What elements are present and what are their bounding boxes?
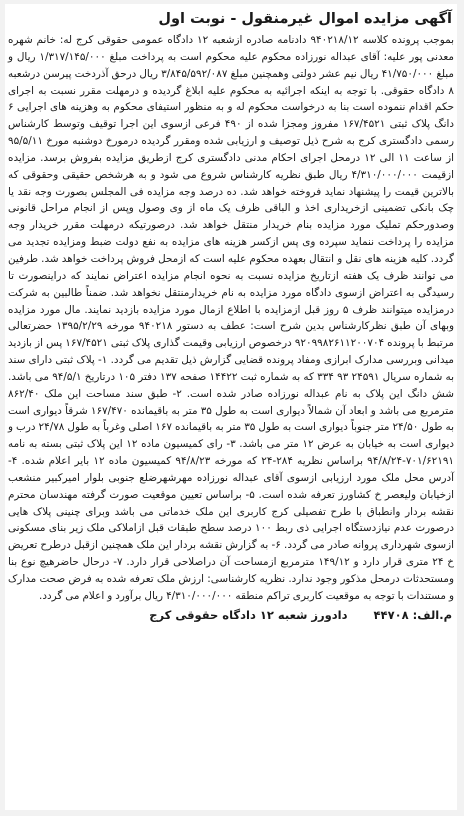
notice-body: بموجب پرونده کلاسه ۹۴۰۲۱۸/۱۲ دادنامه صادره ازشعبه ۱۲ دادگاه عمومی حقوقی کرج له: خانم شهره معدنی پور علیه: آقای عبداله نورزاده محکوم علیه محکوم است به پرداخت مبلغ ۱/۳۱۷/۱۴۵/۰۰۰ ریال و مبلغ ۴۱/۷۵۰/۰۰۰ ریال نیم عشر دولتی وهمچنین مبلغ ۳/۸۴۵/۵۹۲/۰۸۷ ریال درحق آذردخت پیرسن درشعبه ۸ دادگاه حقوقی. با توجه به اینکه اجرائیه به محکوم علیه ابلاغ گردیده و درمهلت مقرر نسبت به اجرای حکم اقدام ننموده است بنا به درخواست محکوم له و به منظور استیفای محکوم به وهزینه های اجرایی ۶ دانگ پلاک ثبتی ۱۶۷/۴۵۲۱ مفروز ومجزا شده از ۴۹۰ فرعی ازسوی این اجرا توقیف وتوسط کارشناس رسمی دادگستری کرج به شرح ذیل توصیف و ارزیابی شده ومقرر گردیده درمورخ دوشنبه مورخ ۹۵/۵/۱۱ از ساعت ۱۱ الی ۱۲ درمحل اجرای احکام مدنی دادگستری کرج ازطریق مزایده بفروش برسد. مزایده ازقیمت ۴/۳۱۰/۰۰۰/۰۰۰ ریال طبق نظریه کارشناس شروع می شود و به هرشخص حقیقی وحقوقی که بالاترین قیمت را پیشنهاد نماید فروخته خواهد شد. ده درصد وجه مزایده فی المجلس بصورت وجه نقد یا چک بانکی تضمینی ازخریداری اخذ و الباقی ظرف یک ماه از وی وصول وپس از انجام مراحل قانونی وصدورحکم تملیک مورد مزایده بنام خریدار منتقل خواهد شد. درصورتیکه درمهلت مقرر خریدار وجه مزایده را پرداخت ننماید سپرده وی پس ازکسر هزینه های مزایده به نفع دولت ضبط ومزایده تجدید می گردد. کلیه هزینه های نقل و انتقال بعهده محکوم علیه است که ازمحل فروش پرداخت خواهد شد. طرفین می توانند ظرف یک هفته ازتاریخ مزایده نسبت به نحوه انجام مزایده اعتراض نمایند که دراینصورت تا رسیدگی به اعتراض ازسوی دادگاه مورد مزایده به نام خریدارمنتقل نخواهد شد. ضمناً طالبین به شرکت درمزایده میتوانند ظرف ۵ روز قبل ازمزایده با اطلاع ازمال مورد مزایده بازدید نمایند. مال مورد مزایده وبهای آن طبق نظرکارشناس بدین شرح است: عطف به دستور ۹۴۰۲۱۸ مورخه ۱۳۹۵/۲/۲۹ حضرتعالی مرتبط با پرونده ۹۲۰۹۹۸۲۶۱۱۲۰۰۷۰۴ درخصوص ارزیابی وقیمت گذاری پلاک ثبتی ۱۶۷/۴۵۲۱ پس از بازدید میدانی وبررسی مدارک ابرازی ومفاد پرونده قضایی گزارش ذیل تقدیم می گردد. ۱- پلاک ثبتی دارای سند به شماره سریال ۲۴۵۹۱ ۹۳ ۳۳۴ که به شماره ثبت ۱۴۴۲۲ صفحه ۱۳۷ دفتر ۱۰۵ درتاریخ ۹۴/۵/۱ می باشد. شش دانگ این پلاک به نام عبداله نورزاده صادر شده است. ۲- طبق سند مساحت این ملک ۸۶۲/۴۰ مترمربع می باشد و ابعاد آن شمالاً دیواری است به طول ۳۵ متر به باقیمانده ۱۶۷/۴۷۰ شرقاً دیواری است به طول ۲۴/۵۰ متر جنوباً دیواری است به طول ۳۵ متر به باقیمانده ۱۶۷ اصلی وغرباً به طول ۲۴/۷۸ درب و دیواری است به خیابان به عرض ۱۲ متر می باشد. ۳- رای کمیسیون ماده ۱۲ این پلاک ثبتی بسته به نامه ۷۰۱/۶۲۱۹۱-۹۴/۸/۲۴ براساس نظریه ۲۸۴-۲۴ که مورخه ۹۴/۸/۲۳ کمیسیون ماده ۱۲ بایر اعلام شده. ۴- آدرس محل ملک مورد ارزیابی ازسوی آقای عبداله نورزاده مهرشهرضلع جنوبی بلوار امیرکبیر منشعب ازخیابان ولیعصر خ کشاورز تعرفه شده است. ۵- براساس تعیین موقعیت صورت گرفته مهندسان محترم نقشه بردار وانطباق با طرح تفصیلی کرج کاربری این ملک خدماتی می باشد وبرای چنینی پلاک هایی درصورت عدم نیازدستگاه اجرایی ذی ربط ۱۰۰ درصد سطح طبقات قبل ازاملاکی ملک زیر بنای مسکونی ازسوی شهرداری پروانه صادر می گردد. ۶- به گزارش نقشه بردار این ملک همچنین ازقبل درطرح تعریض خ ۲۴ متری قرار دارد و ۱۴۹/۱۲ مترمربع ازمساحت آن دراصلاحی قرار دارد. ۷- درحال حاضرهیچ نوع بنا ومستحدثات درمحل مذکور وجود ندارد. نظریه کارشناسی: ارزش ملک تعرفه شده به فرض صحت مدارک و مستندات با توجه به موقعیت کاربری تراکم منطقه ۴/۳۱۰/۰۰۰/۰۰۰ ریال برآورد و اعلام می گردد. <box>8 34 455 602</box>
signature-line: دادورز شعبه ۱۲ دادگاه حقوقی کرج <box>149 607 348 622</box>
reference-number: م.الف: ۴۴۷۰۸ <box>373 607 452 622</box>
notice-title: آگهی مزایده اموال غیرمنقول - نوبت اول <box>158 11 452 27</box>
auction-notice <box>5 4 457 810</box>
notice-footer <box>8 606 454 624</box>
